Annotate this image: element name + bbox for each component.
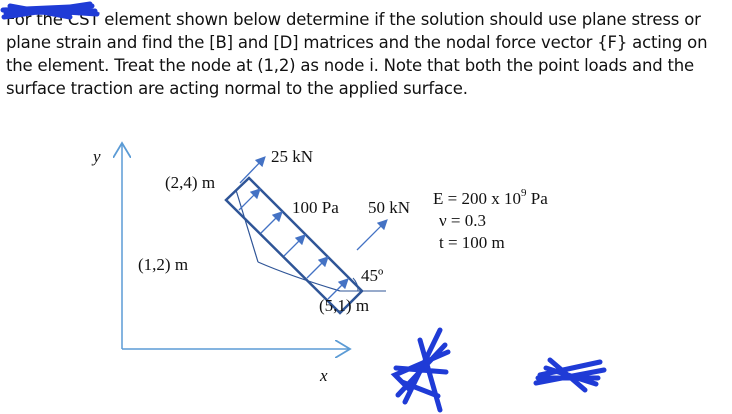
load-arrow-50kn xyxy=(357,221,386,250)
redaction-scribble-top xyxy=(3,4,97,17)
node-label-bottom: (5,1) m xyxy=(319,296,370,315)
node-label-left: (1,2) m xyxy=(138,255,189,274)
poissons-ratio: ν = 0.3 xyxy=(439,211,487,230)
redaction-scribble-right xyxy=(536,360,604,390)
angle-label: 45º xyxy=(361,266,384,285)
load-label-25kn: 25 kN xyxy=(271,147,314,166)
y-axis-label: y xyxy=(93,147,101,166)
youngs-modulus: E = 200 x $10^9$ Pa xyxy=(433,187,548,208)
load-label-50kn: 50 kN xyxy=(368,198,411,217)
redaction-scribble-mid xyxy=(395,330,448,410)
node-label-top: (2,4) m xyxy=(165,173,216,192)
traction-label: 100 Pa xyxy=(292,198,339,217)
x-axis-label: x xyxy=(320,366,328,385)
problem-text: For the CST element shown below determine if the solution should use plane stress or plane strain and find the [B] and [D] matrices and the nodal force vector {F} acting on the element. Treat the node at (1,2) as node i. Note that both the point loads and the surface traction are acting normal to the applied surface. xyxy=(6,10,708,98)
thickness: t = 100 m xyxy=(439,233,505,252)
